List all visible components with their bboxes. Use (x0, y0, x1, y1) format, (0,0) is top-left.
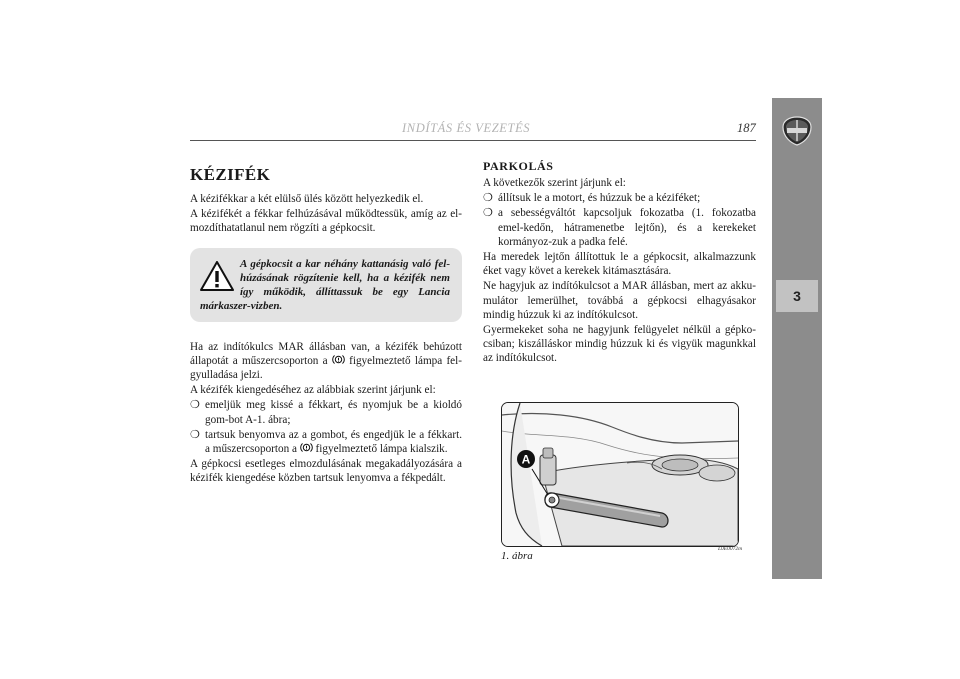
figure-code: L0E0072m (718, 546, 743, 552)
final-paragraph: A gépkocsi esetleges elmozdulásának megakadályozására a kézifék kiengedése közben tartsuk lenyomva a fékpedált. (190, 458, 462, 485)
handbrake-figure (501, 402, 739, 547)
list-item-text-end: figyelmeztető lámpa kialszik. (315, 443, 448, 456)
lamp-paragraph-end: figyelmeztető lámpa fel-gyulladása jelzi. (190, 354, 462, 382)
handbrake-illustration (502, 403, 738, 546)
lamp-paragraph (190, 340, 462, 383)
figure-label-a: A (521, 452, 531, 467)
header-rule (190, 140, 756, 141)
parking-paragraph: Ne hagyjuk az indítókulcsot a MAR állásban, mert az akku-mulátor lemerülhet, továbbá a gépkocsi elhagyásakor mindig húzzuk ki az indítókulcsot. (483, 280, 756, 321)
section-title-handbrake: KÉZIFÉK (190, 165, 271, 184)
intro-paragraph: A kézifékkar a két elülső ülés között helyezkedik el. (190, 193, 424, 205)
page-number: 187 (737, 121, 756, 135)
lancia-logo-icon (781, 115, 813, 147)
list-item (190, 428, 462, 456)
bullet-symbol: ❍ (190, 428, 200, 441)
parking-paragraph: Ha meredek lejtőn állítottuk le a gépkocsit, alkalmazzunk éket vagy követ a kerekek kitámasztására. (483, 251, 756, 278)
right-column (483, 159, 756, 367)
warning-triangle-icon (200, 261, 234, 291)
warning-text: A gépkocsit a kar néhány kattanásig való fel-húzásának rögzítenie kell, ha a kézifék nem így működik, állíttassuk be egy Lancia márkaszer-vizben. (200, 257, 450, 312)
list-item-text: állítsuk le a motort, és húzzuk be a kéziféket; (498, 192, 701, 205)
list-item (190, 398, 462, 426)
figure-caption: 1. ábra (501, 550, 533, 562)
parking-paragraph: Gyermekeket soha ne hagyjunk felügyelet nélkül a gépko-csiban; kiszálláskor mindig húzzuk ki és vigyük magunkkal az indítókulcsot. (483, 324, 756, 365)
intro-paragraph: A kézifékét a fékkar felhúzásával működtessük, amíg az el-mozdíthatatlanul nem rögzíti a gépkocsit. (190, 208, 462, 235)
running-header-title: INDÍTÁS ÉS VEZETÉS (402, 121, 531, 135)
list-item (483, 191, 756, 205)
list-item-text: a sebességváltót kapcsoljuk fokozatba (1. fokozatba emel-kedőn, hátramenetbe lejtőn), és a kerekeket kormányoz-zuk a padka felé. (498, 207, 756, 248)
list-item-text: emeljük meg kissé a fékkart, és nyomjuk be a kioldó gom-bot A-1. ábra; (205, 399, 462, 426)
chapter-tab (772, 98, 822, 579)
lamp-paragraph-start: Ha az indítókulcs MAR állásban van, a kézifék behúzott állapotát a műszercsoporton a (190, 340, 462, 367)
bullet-symbol: ❍ (190, 399, 200, 412)
list-item-text (205, 428, 462, 456)
bullet-symbol: ❍ (483, 192, 493, 205)
list-item (483, 206, 756, 249)
brake-warning-lamp-icon (300, 442, 313, 453)
section-title-parking: PARKOLÁS (483, 159, 554, 173)
list-item-text-start: tartsuk benyomva az a gombot, és engedjük le a fékkart. a műszercsoporton a (205, 428, 462, 456)
release-intro: A kézifék kiengedéséhez az alábbiak szerint járjunk el: (190, 384, 436, 397)
warning-box (190, 248, 462, 322)
chapter-number: 3 (776, 280, 818, 312)
brake-warning-lamp-icon (332, 354, 345, 365)
bullet-symbol: ❍ (483, 207, 493, 220)
left-column (190, 165, 462, 487)
parking-intro: A következők szerint járjunk el: (483, 177, 626, 189)
